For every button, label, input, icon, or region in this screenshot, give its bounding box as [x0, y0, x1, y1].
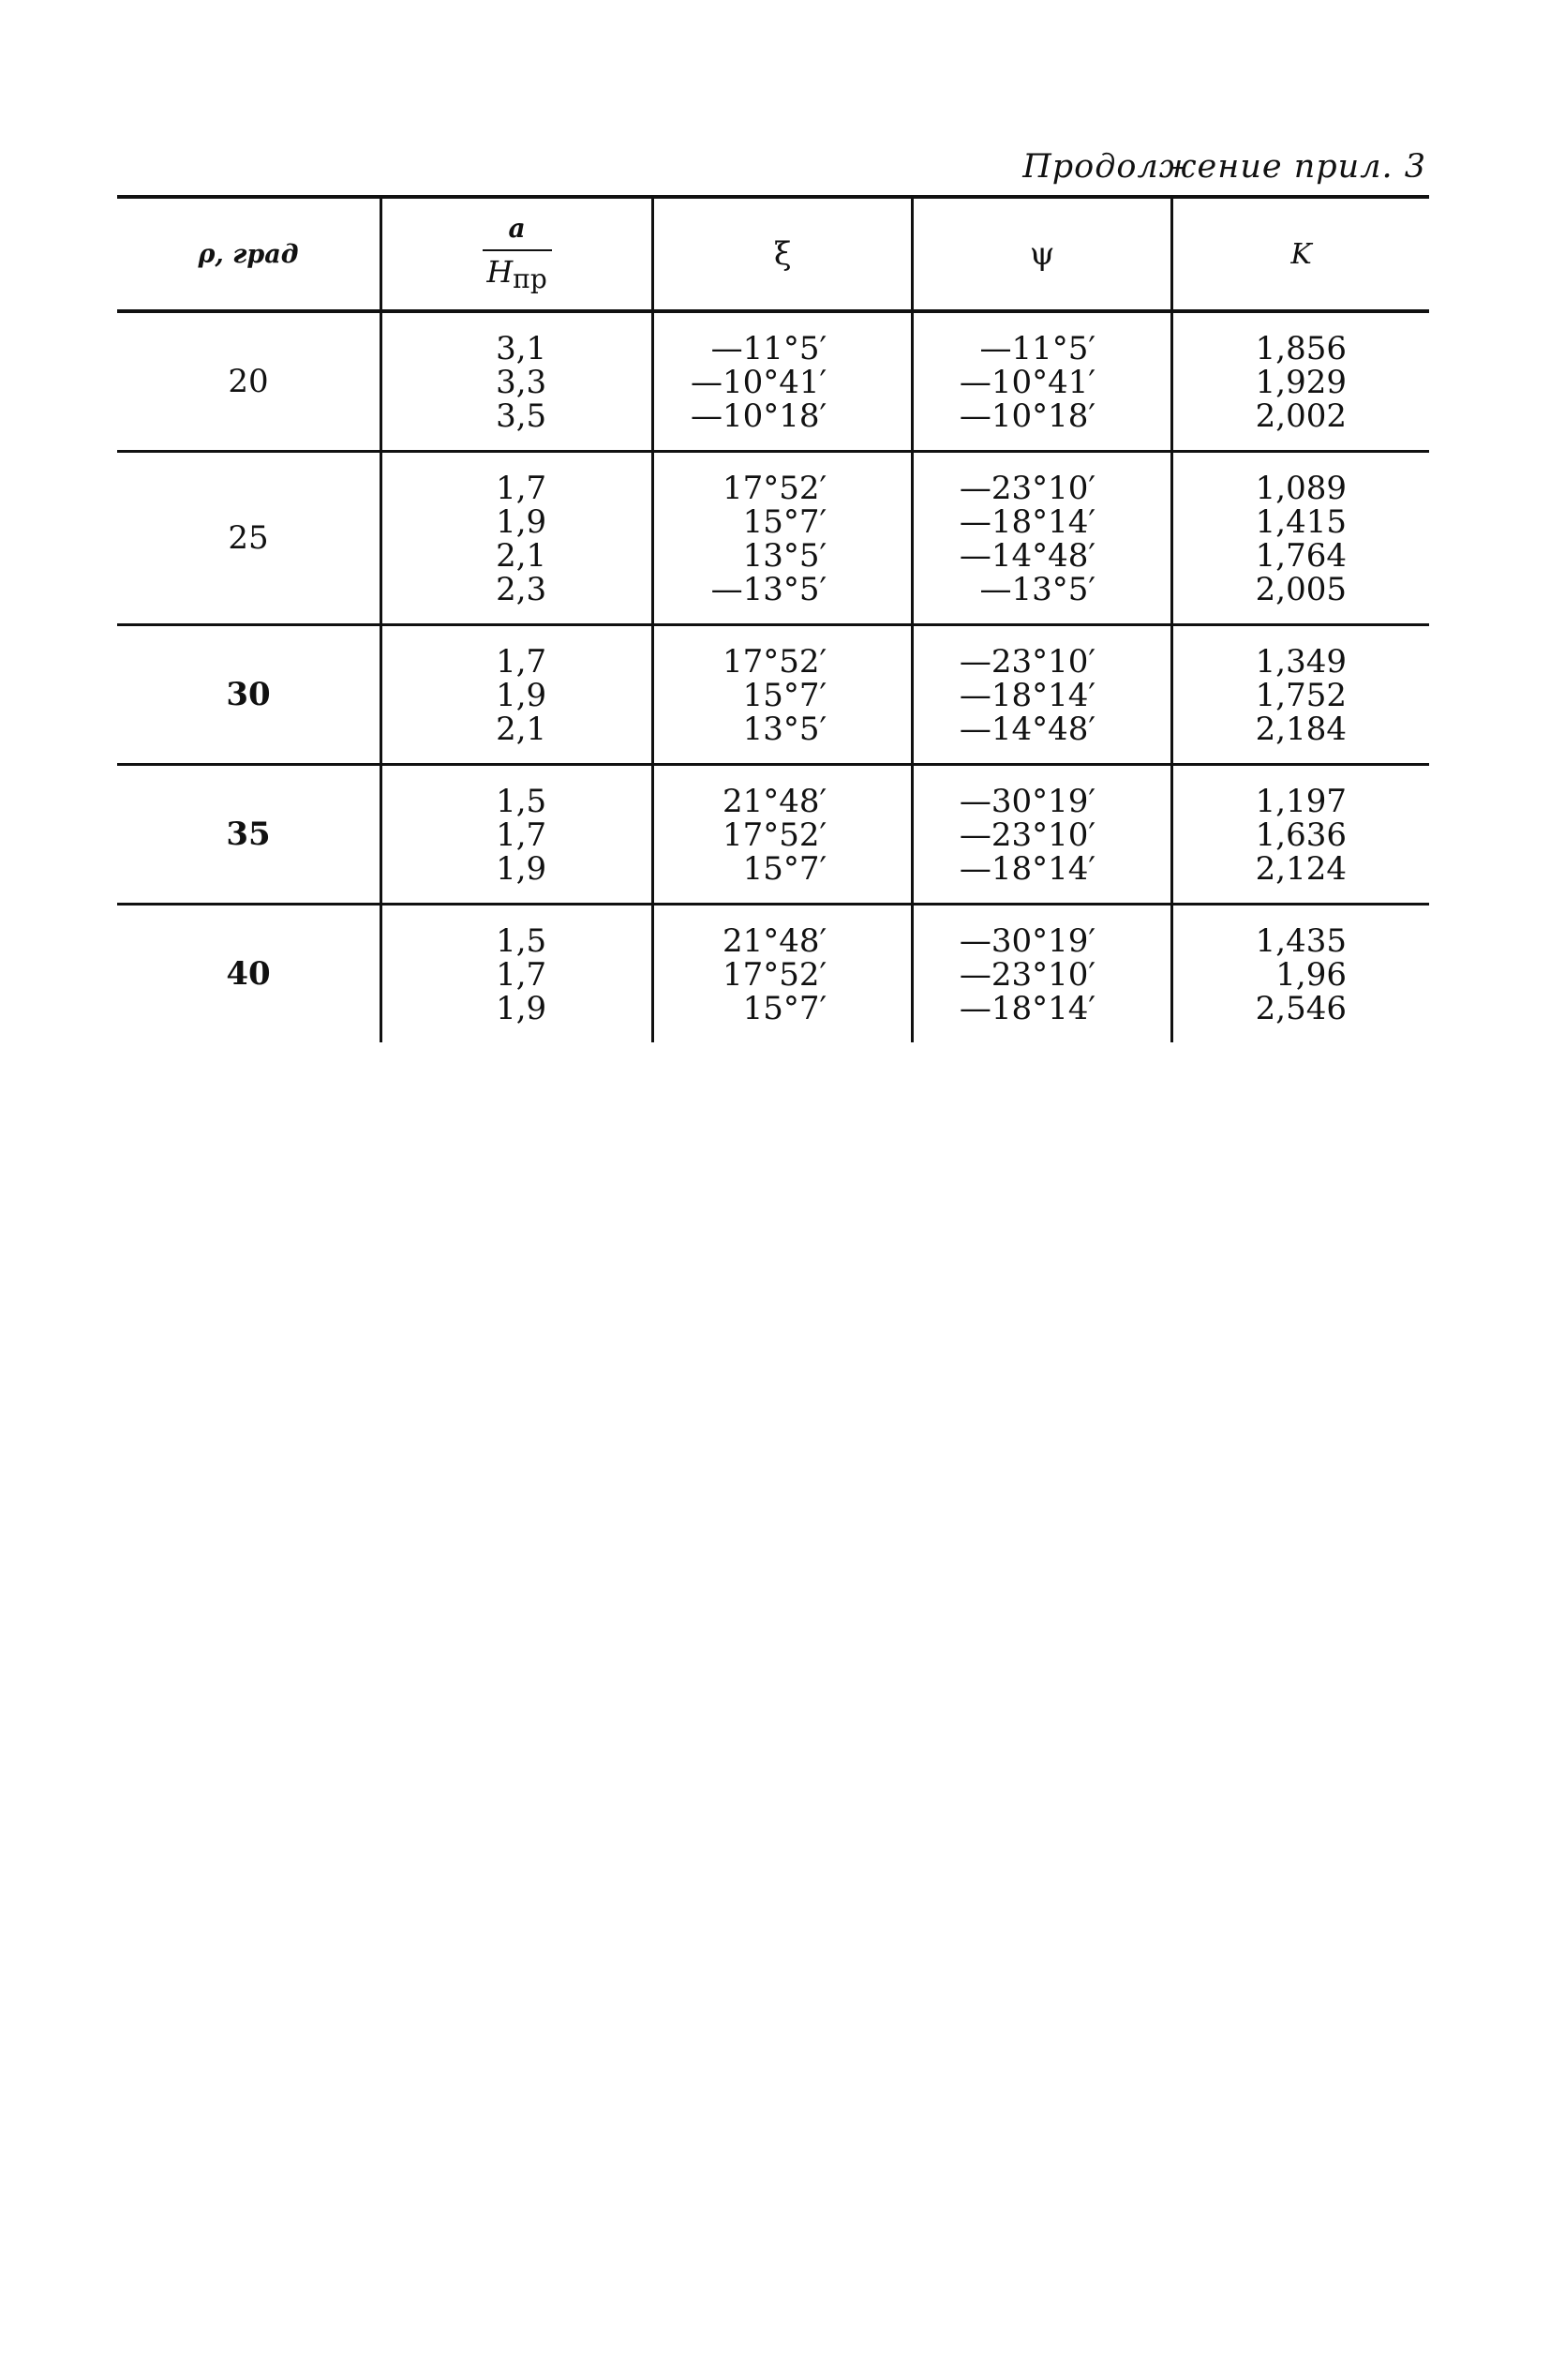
- table-row: [117, 625, 1429, 765]
- header-rho: [117, 197, 381, 311]
- cell-value: —30°19′: [959, 922, 1096, 960]
- k-values: [1172, 311, 1429, 452]
- cell-value: —13°5′: [979, 571, 1096, 608]
- a-ratio-values-stack: [382, 906, 651, 1042]
- cell-value: —11°5′: [710, 330, 827, 367]
- header-rho-label: ρ, град: [198, 239, 299, 269]
- cell-value: —10°18′: [959, 397, 1096, 435]
- denominator-symbol: H: [486, 254, 514, 290]
- k-values: [1172, 452, 1429, 625]
- cell-value: 1,415: [1255, 503, 1347, 541]
- rho-value: 20: [228, 363, 269, 400]
- data-table: [117, 195, 1429, 1042]
- cell-value: —14°48′: [959, 537, 1096, 575]
- table-row: [117, 311, 1429, 452]
- k-values: [1172, 905, 1429, 1043]
- cell-value: 1,752: [1255, 677, 1347, 714]
- cell-value: —10°18′: [690, 397, 827, 435]
- table-header: [117, 197, 1429, 311]
- table-body: [117, 311, 1429, 1042]
- cell-value: 13°5′: [742, 711, 827, 748]
- k-values-stack: [1173, 453, 1429, 623]
- cell-value: —23°10′: [959, 643, 1096, 681]
- cell-value: 2,1: [496, 537, 547, 575]
- psi-values: [913, 905, 1172, 1043]
- cell-value: 1,856: [1255, 330, 1347, 367]
- psi-values-stack: [914, 313, 1170, 450]
- header-a-ratio: [381, 197, 653, 311]
- cell-value: 2,002: [1255, 397, 1347, 435]
- header-row: [117, 197, 1429, 311]
- cell-value: —14°48′: [959, 711, 1096, 748]
- cell-value: —30°19′: [959, 783, 1096, 820]
- k-values: [1172, 765, 1429, 905]
- k-values-stack: [1173, 906, 1429, 1042]
- cell-value: 1,7: [496, 470, 547, 507]
- cell-value: 17°52′: [722, 643, 827, 681]
- xi-values-stack: [654, 626, 911, 763]
- fraction-a-over-h: [483, 213, 552, 294]
- xi-values: [653, 765, 913, 905]
- cell-value: 1,7: [496, 956, 547, 994]
- cell-value: —18°14′: [959, 503, 1096, 541]
- cell-value: 17°52′: [722, 816, 827, 854]
- cell-value: —23°10′: [959, 470, 1096, 507]
- cell-value: —10°41′: [690, 364, 827, 401]
- k-values-stack: [1173, 626, 1429, 763]
- xi-values-stack: [654, 453, 911, 623]
- cell-value: 1,089: [1255, 470, 1347, 507]
- cell-value: 1,9: [496, 503, 547, 541]
- cell-value: 13°5′: [742, 537, 827, 575]
- psi-values-stack: [914, 906, 1170, 1042]
- a-ratio-values: [381, 625, 653, 765]
- table-caption: Продолжение прил. 3: [1022, 148, 1426, 186]
- rho-value: 40: [226, 955, 271, 993]
- a-ratio-values: [381, 311, 653, 452]
- cell-value: 1,9: [496, 850, 547, 888]
- cell-value: 1,7: [496, 643, 547, 681]
- cell-value: 1,9: [496, 677, 547, 714]
- cell-value: 1,5: [496, 922, 547, 960]
- cell-value: 2,005: [1255, 571, 1347, 608]
- a-ratio-values: [381, 452, 653, 625]
- cell-value: —23°10′: [959, 956, 1096, 994]
- a-ratio-values: [381, 765, 653, 905]
- cell-value: 15°7′: [742, 503, 827, 541]
- fraction-numerator: a: [483, 216, 552, 251]
- cell-value: —18°14′: [959, 677, 1096, 714]
- psi-values: [913, 452, 1172, 625]
- xi-values: [653, 452, 913, 625]
- psi-values: [913, 625, 1172, 765]
- cell-value: —23°10′: [959, 816, 1096, 854]
- header-xi: ξ: [653, 197, 913, 311]
- xi-values: [653, 625, 913, 765]
- a-ratio-values-stack: [382, 453, 651, 623]
- cell-value: 2,184: [1255, 711, 1347, 748]
- cell-value: 1,435: [1255, 922, 1347, 960]
- table-row: [117, 905, 1429, 1043]
- psi-values-stack: [914, 453, 1170, 623]
- a-ratio-values-stack: [382, 313, 651, 450]
- cell-value: —13°5′: [710, 571, 827, 608]
- k-values: [1172, 625, 1429, 765]
- xi-values-stack: [654, 313, 911, 450]
- cell-value: 21°48′: [722, 922, 827, 960]
- header-k: K: [1172, 197, 1429, 311]
- header-psi: ψ: [913, 197, 1172, 311]
- cell-value: —11°5′: [979, 330, 1096, 367]
- cell-value: 3,5: [496, 397, 547, 435]
- cell-value: 1,7: [496, 816, 547, 854]
- cell-value: —18°14′: [959, 850, 1096, 888]
- cell-value: 17°52′: [722, 956, 827, 994]
- cell-value: 1,929: [1255, 364, 1347, 401]
- xi-values-stack: [654, 906, 911, 1042]
- cell-value: 3,3: [496, 364, 547, 401]
- cell-value: 17°52′: [722, 470, 827, 507]
- psi-values: [913, 311, 1172, 452]
- psi-values-stack: [914, 766, 1170, 903]
- xi-values-stack: [654, 766, 911, 903]
- cell-value: 1,96: [1275, 956, 1347, 994]
- cell-value: 15°7′: [742, 990, 827, 1027]
- cell-value: 21°48′: [722, 783, 827, 820]
- xi-values: [653, 311, 913, 452]
- cell-value: 2,546: [1255, 990, 1347, 1027]
- rho-value: 30: [226, 676, 271, 713]
- a-ratio-values-stack: [382, 766, 651, 903]
- k-values-stack: [1173, 313, 1429, 450]
- fraction-denominator: [483, 251, 552, 292]
- cell-value: —10°41′: [959, 364, 1096, 401]
- cell-value: 1,349: [1255, 643, 1347, 681]
- cell-value: 2,1: [496, 711, 547, 748]
- cell-value: 3,1: [496, 330, 547, 367]
- cell-value: 1,636: [1255, 816, 1347, 854]
- a-ratio-values-stack: [382, 626, 651, 763]
- cell-value: 2,124: [1255, 850, 1347, 888]
- rho-value: 25: [228, 519, 269, 557]
- cell-value: 15°7′: [742, 677, 827, 714]
- rho-value: 35: [226, 816, 271, 853]
- k-values-stack: [1173, 766, 1429, 903]
- cell-value: 1,197: [1255, 783, 1347, 820]
- cell-value: 15°7′: [742, 850, 827, 888]
- denominator-subscript: пр: [513, 263, 547, 294]
- psi-values: [913, 765, 1172, 905]
- cell-value: 1,5: [496, 783, 547, 820]
- cell-value: 1,764: [1255, 537, 1347, 575]
- cell-value: 2,3: [496, 571, 547, 608]
- table-row: [117, 452, 1429, 625]
- psi-values-stack: [914, 626, 1170, 763]
- xi-values: [653, 905, 913, 1043]
- a-ratio-values: [381, 905, 653, 1043]
- cell-value: 1,9: [496, 990, 547, 1027]
- table-row: [117, 765, 1429, 905]
- cell-value: —18°14′: [959, 990, 1096, 1027]
